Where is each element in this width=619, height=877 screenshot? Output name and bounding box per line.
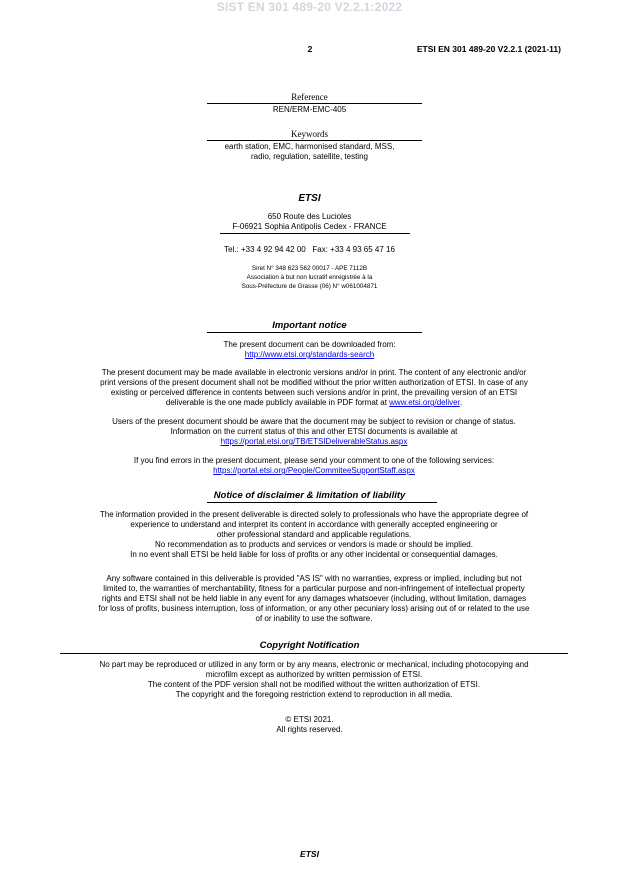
copyright-heading: Copyright Notification (259, 640, 360, 651)
disclaimer-rule (207, 502, 437, 503)
notice-p1-line-3: existing or perceived difference in contents between such versions and/or in print, the prevailing version of an ETSI (110, 388, 518, 397)
notice-p1-line-1: The present document may be made available in electronic versions and/or in print. The content of any electronic and/or (101, 368, 527, 377)
disclaimer-p1-line-5: In no event shall ETSI be held liable for loss of profits or any other incidental or consequential damages. (130, 550, 498, 559)
disclaimer-paragraph-2 (58, 574, 570, 624)
keywords-line-1: earth station, EMC, harmonised standard, MSS, (224, 142, 395, 151)
disclaimer-p2-line-4: for loss of profits, business interruption, loss of information, or any other pecuniary loss) arising out of or related to the use (98, 604, 530, 613)
footer-org: ETSI (300, 849, 319, 859)
notice-paragraph-3 (58, 456, 570, 476)
notice-p2-line-1: Users of the present document should be aware that the document may be subject to revision or change of status. (112, 417, 516, 426)
siret-line-3: Sous-Préfecture de Grasse (06) N° w061004871 (241, 283, 378, 290)
important-notice-rule (207, 332, 422, 333)
disclaimer-p2-line-2: limited to, the warranties of merchantability, fitness for a particular purpose and non-infringement of intellectual property (103, 584, 525, 593)
disclaimer-heading: Notice of disclaimer & limitation of liability (213, 490, 406, 501)
org-name: ETSI (298, 193, 321, 204)
notice-p3-line-1: If you find errors in the present document, please send your comment to one of the following services: (133, 456, 495, 465)
copyright-rule (60, 653, 568, 654)
notice-paragraph-2 (58, 417, 570, 447)
disclaimer-p2-line-1: Any software contained in this deliverable is provided "AS IS" with no warranties, express or implied, including but not (106, 574, 522, 583)
standards-search-link[interactable]: http://www.etsi.org/standards-search (244, 350, 375, 359)
copyright-line-2: microfilm except as authorized by written permission of ETSI. (205, 670, 423, 679)
copyright-year: © ETSI 2021. (285, 715, 334, 724)
org-address-2: F-06921 Sophia Antipolis Cedex - FRANCE (232, 222, 387, 231)
important-notice-heading: Important notice (272, 320, 347, 331)
copyright-line-4: The copyright and the foregoing restriction extend to reproduction in all media. (175, 690, 453, 699)
disclaimer-p1-line-1: The information provided in the present deliverable is directed solely to professionals who have the appropriate degree of (99, 510, 529, 519)
address-rule (220, 233, 410, 234)
siret-line-1: Siret N° 348 623 562 00017 - APE 7112B (251, 265, 368, 272)
notice-p1-period: . (459, 398, 463, 407)
all-rights-reserved: All rights reserved. (276, 725, 343, 734)
notice-paragraph-1 (58, 368, 570, 408)
etsi-deliver-link[interactable]: www.etsi.org/deliver (389, 398, 460, 407)
download-text: The present document can be downloaded from: (223, 340, 396, 349)
deliverable-status-link[interactable]: https://portal.etsi.org/TB/ETSIDeliverableStatus.aspx (220, 437, 408, 446)
disclaimer-p1-line-3: other professional standard and applicable regulations. (216, 530, 412, 539)
disclaimer-paragraph-1 (58, 510, 570, 560)
copyright-line-3: The content of the PDF version shall not be modified without the written authorization of ETSI. (147, 680, 481, 689)
notice-p1-line-2: print versions of the present document shall not be modified without the prior written authorization of ETSI. In case of any (100, 378, 528, 387)
keywords-line-2: radio, regulation, satellite, testing (251, 152, 368, 161)
disclaimer-p1-line-2: experience to understand and interpret its content in accordance with generally accepted engineering or (130, 520, 498, 529)
keywords-rule (207, 140, 422, 141)
keywords-label: Keywords (291, 129, 328, 139)
org-tel-fax: Tel.: +33 4 92 94 42 00 Fax: +33 4 93 65 47 16 (224, 245, 395, 254)
disclaimer-p1-line-4: No recommendation as to products and services or vendors is made or should be implied. (155, 540, 473, 549)
reference-label: Reference (291, 92, 328, 102)
siret-line-2: Association à but non lucratif enregistrée à la (246, 274, 373, 281)
reference-rule (207, 103, 422, 104)
disclaimer-p2-line-3: rights and ETSI shall not be held liable in any event for any damages whatsoever (including, without limitation, damages (101, 594, 527, 603)
org-address-1: 650 Route des Lucioles (267, 212, 352, 221)
copyright-paragraph (58, 660, 570, 700)
document-reference-header: ETSI EN 301 489-20 V2.2.1 (2021-11) (416, 44, 561, 54)
watermark: SIST EN 301 489-20 V2.2.1:2022 (216, 0, 403, 14)
copyright-line-1: No part may be reproduced or utilized in any form or by any means, electronic or mechanical, including photocopying and (99, 660, 529, 669)
reference-value: REN/ERM-EMC-405 (272, 105, 347, 114)
disclaimer-p2-line-5: of or inability to use the software. (255, 614, 373, 623)
committee-support-link[interactable]: https://portal.etsi.org/People/CommiteeSupportStaff.aspx (213, 466, 415, 475)
page-number: 2 (307, 44, 313, 54)
notice-p1-line-4: deliverable is the one made publicly available in PDF format at (165, 398, 390, 407)
notice-p2-line-2: Information on the current status of this and other ETSI documents is available at (170, 427, 458, 436)
